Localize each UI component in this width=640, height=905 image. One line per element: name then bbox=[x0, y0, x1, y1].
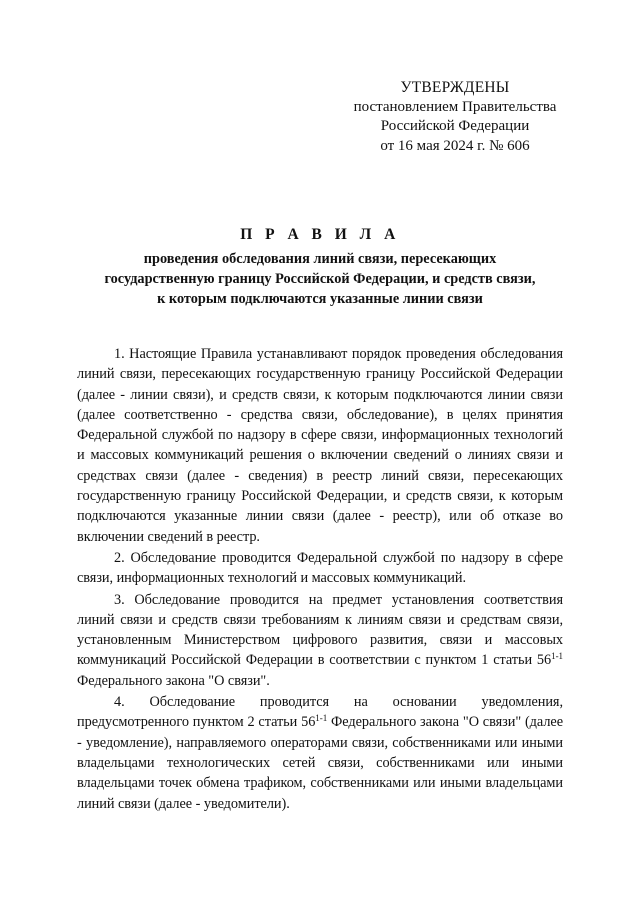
approval-line: Российской Федерации bbox=[380, 118, 530, 134]
paragraph-text: 3. Обследование проводится на предмет установления соответствия линий связи и средств связи требованиям к линиям связи и средствам связи, установленным Министерством цифрового развития, связи и массовых коммуникаций Российской Федерации в соответствии с пунктом 1 статьи 56 bbox=[77, 591, 563, 669]
approval-stamp bbox=[340, 78, 570, 156]
subtitle-line: к которым подключаются указанные линии связи bbox=[157, 291, 483, 307]
superscript: 1-1 bbox=[551, 651, 563, 662]
paragraph-text: 4. Обследование проводится на основании уведомления, предусмотренного пунктом 2 статьи 56 bbox=[77, 694, 563, 731]
paragraph-1: 1. Настоящие Правила устанавливают порядок проведения обследования линий связи, пересекающих государственную границу Российской Федерации (далее - линии связи), и средств связи, к которым подключаются линии связи (далее соответственно - средства связи, обследование), в целях принятия Федеральной службой по надзору в сфере связи, информационных технологий и массовых коммуникаций решения о включении сведений о линиях связи и средствах связи (далее - сведения) в реестр линий связи, пересекающих государственную границу Российской Федерации, и средств связи, к которым подключаются указанные линии связи (далее - реестр), или об отказе во включении сведений в реестр. bbox=[77, 346, 563, 545]
approval-line: постановлением Правительства bbox=[353, 98, 557, 115]
document-title: П Р А В И Л А bbox=[240, 226, 400, 243]
subtitle-line: государственную границу Российской Федерации, и средств связи, bbox=[104, 271, 536, 287]
paragraph-3 bbox=[77, 590, 563, 691]
superscript: 1-1 bbox=[315, 713, 328, 724]
subtitle-line: проведения обследования линий связи, пересекающих bbox=[143, 251, 497, 267]
approval-heading: УТВЕРЖДЕНЫ bbox=[400, 79, 510, 96]
paragraph-text: Федерального закона "О связи". bbox=[77, 672, 270, 689]
paragraph-text: Федерального закона "О связи" (далее - уведомление), направляемого операторами связи, собственниками или иными владельцами технологических сетей связи, собственниками или иными владельцами точек обмена трафиком, собственниками или иными владельцами линий связи (далее - уведомители). bbox=[77, 714, 563, 812]
paragraph-2: 2. Обследование проводится Федеральной службой по надзору в сфере связи, информационных технологий и массовых коммуникаций. bbox=[77, 549, 563, 587]
document-body bbox=[77, 344, 563, 814]
paragraph-4 bbox=[77, 692, 563, 814]
approval-date: от 16 мая 2024 г. № 606 bbox=[380, 137, 530, 154]
document-subtitle bbox=[70, 249, 570, 309]
